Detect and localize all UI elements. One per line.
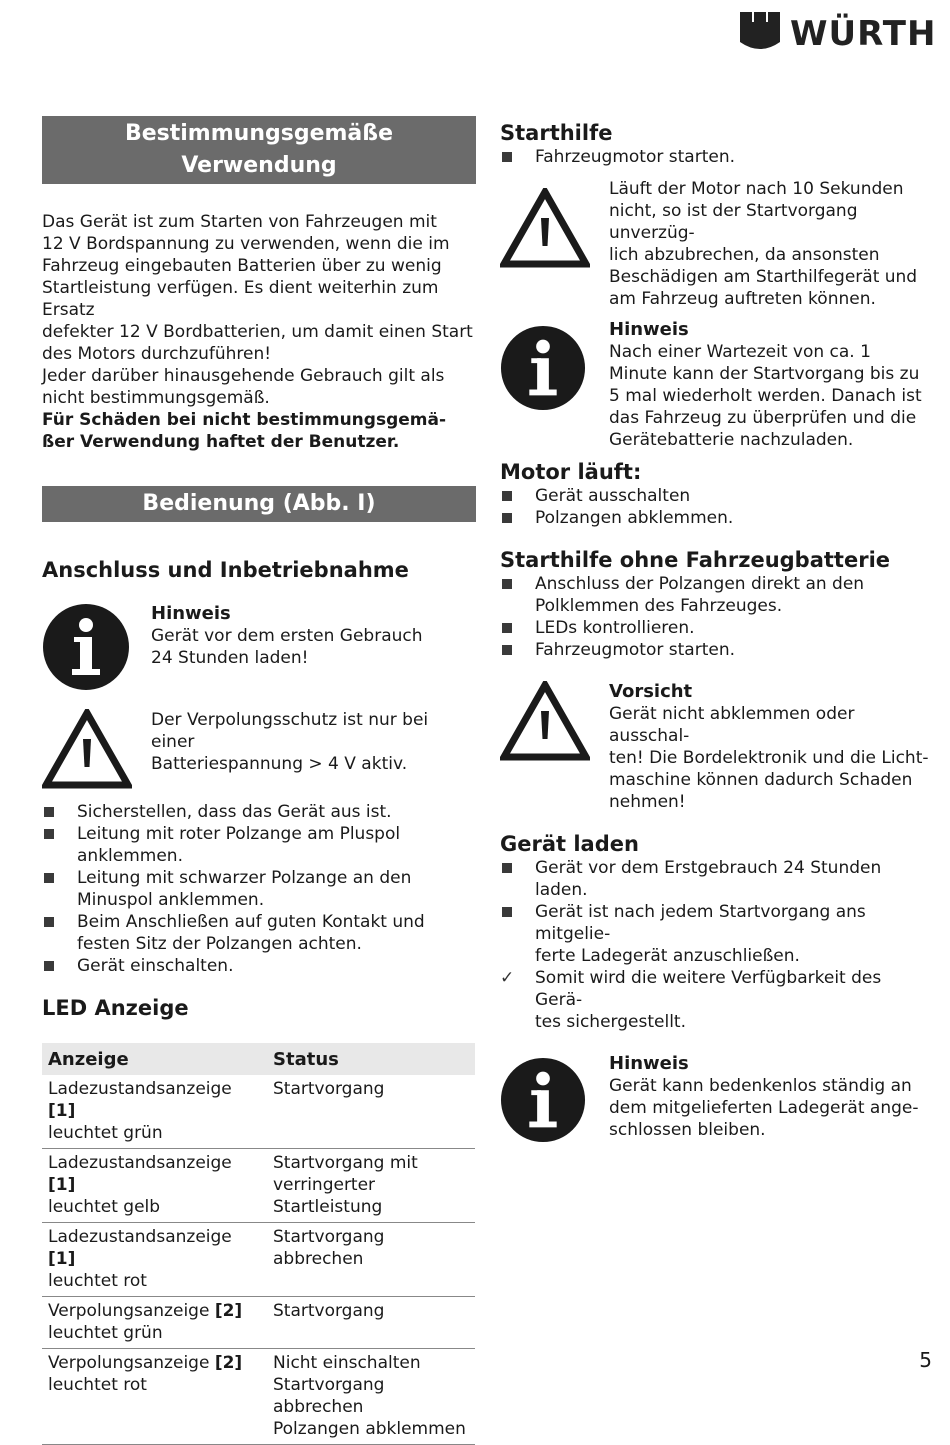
note-retry <box>500 319 930 451</box>
list-item: Leitung mit schwarzer Polzange an den Minuspol anklemmen. <box>42 867 476 911</box>
note-line: schlossen bleiben. <box>609 1120 766 1140</box>
bullet-square-icon <box>502 623 512 633</box>
warning-line: nicht, so ist der Startvorgang unverzüg- <box>609 201 858 243</box>
bullet-square-icon <box>44 807 54 817</box>
charging-steps <box>500 857 930 1033</box>
bullet-square-icon <box>44 873 54 883</box>
table-row: Ladezustandsanzeige [1] leuchtet grün Startvorgang <box>42 1075 475 1149</box>
warning-polarity <box>42 709 476 801</box>
column-header: Status <box>267 1043 475 1075</box>
intro-line: 12 V Bordspannung zu verwenden, wenn die im <box>42 234 450 254</box>
note-line: 24 Stunden laden! <box>151 648 309 668</box>
intro-line: nicht bestimmungsgemäß. <box>42 388 270 408</box>
liability-line: ßer Verwendung haftet der Benutzer. <box>42 432 400 452</box>
bullet-square-icon <box>502 491 512 501</box>
note-line: 5 mal wiederholt werden. Danach ist <box>609 386 922 406</box>
note-title: Hinweis <box>151 603 231 624</box>
info-icon <box>500 1057 586 1143</box>
section-title-charging: Gerät laden <box>500 832 639 856</box>
section-title-no-battery: Starthilfe ohne Fahrzeugbatterie <box>500 548 891 572</box>
note-line: Minute kann der Startvorgang bis zu <box>609 364 920 384</box>
list-item: Fahrzeugmotor starten. <box>500 146 930 168</box>
no-battery-steps <box>500 573 930 661</box>
note-line: das Fahrzeug zu überprüfen und die <box>609 408 917 428</box>
list-item: ✓ Somit wird die weitere Verfügbarkeit des Gerä- tes sichergestellt. <box>500 968 882 1032</box>
note-line: dem mitgelieferten Ladegerät ange- <box>609 1098 919 1118</box>
caution-title: Vorsicht <box>609 681 693 702</box>
section-title-jump-start: Starthilfe <box>500 121 613 145</box>
note-line: Gerätebatterie nachzuladen. <box>609 430 854 450</box>
warning-icon <box>500 188 590 268</box>
bullet-square-icon <box>502 152 512 162</box>
caution-line: nehmen! <box>609 792 686 812</box>
warning-line: Läuft der Motor nach 10 Sekunden <box>609 179 904 199</box>
liability-line: Für Schäden bei nicht bestimmungsgemä- <box>42 410 447 430</box>
caution-line: maschine können dadurch Schaden <box>609 770 913 790</box>
list-item: Gerät ist nach jedem Startvorgang ans mitgelie- ferte Ladegerät anzuschließen. <box>500 901 930 967</box>
list-item: Polzangen abklemmen. <box>500 507 930 529</box>
list-item: Gerät vor dem Erstgebrauch 24 Stunden laden. <box>500 857 930 901</box>
bullet-square-icon <box>44 961 54 971</box>
list-item: Beim Anschließen auf guten Kontakt und festen Sitz der Polzangen achten. <box>42 911 476 955</box>
subsection-title-connection: Anschluss und Inbetriebnahme <box>42 558 409 582</box>
table-row: Ladezustandsanzeige [1] leuchtet gelb Startvorgang mit verringerter Startleistung <box>42 1149 475 1223</box>
jump-start-steps <box>500 146 930 168</box>
section-title-motor-running: Motor läuft: <box>500 460 642 484</box>
page-number: 5 <box>919 1348 932 1372</box>
caution-disconnect <box>500 681 930 813</box>
warning-line: am Fahrzeug auftreten können. <box>609 289 876 309</box>
note-line: Gerät kann bedenkenlos ständig an <box>609 1076 912 1096</box>
wurth-logo-icon <box>740 12 780 54</box>
list-item: Leitung mit roter Polzange am Pluspol anklemmen. <box>42 823 476 867</box>
note-title: Hinweis <box>609 319 689 340</box>
note-permanent-charge <box>500 1053 930 1149</box>
list-item: Gerät ausschalten <box>500 485 930 507</box>
motor-running-steps <box>500 485 930 529</box>
list-item: LEDs kontrollieren. <box>500 617 930 639</box>
intro-line: Startleistung verfügen. Es dient weiterhin zum Ersatz <box>42 278 439 320</box>
warning-line: Batteriespannung > 4 V aktiv. <box>151 754 408 774</box>
column-header: Anzeige <box>42 1043 267 1075</box>
note-line: Gerät vor dem ersten Gebrauch <box>151 626 423 646</box>
led-table <box>42 1043 475 1445</box>
checkmark-icon: ✓ <box>500 968 515 988</box>
note-title: Hinweis <box>609 1053 689 1074</box>
warning-line: lich abzubrechen, da ansonsten <box>609 245 880 265</box>
intended-use-text <box>42 211 476 453</box>
table-row: Verpolungsanzeige [2] leuchtet rot Nicht einschalten Startvorgang abbrechen Polzangen abklemmen <box>42 1349 475 1445</box>
table-header-row <box>42 1043 475 1075</box>
bullet-square-icon <box>502 579 512 589</box>
warning-line: Der Verpolungsschutz ist nur bei einer <box>151 710 429 752</box>
list-item: Sicherstellen, dass das Gerät aus ist. <box>42 801 476 823</box>
intro-line: Das Gerät ist zum Starten von Fahrzeugen mit <box>42 212 437 232</box>
brand-name: WÜRTH <box>790 14 937 54</box>
bullet-square-icon <box>502 645 512 655</box>
intro-line: Fahrzeug eingebauten Batterien über zu wenig <box>42 256 442 276</box>
warning-icon <box>42 709 132 789</box>
bullet-square-icon <box>502 907 512 917</box>
caution-line: ten! Die Bordelektronik und die Licht- <box>609 748 929 768</box>
subsection-title-led: LED Anzeige <box>42 996 189 1020</box>
warning-motor-timeout <box>500 178 930 310</box>
section-title-intended-use: Bestimmungsgemäße Verwendung <box>42 116 476 184</box>
note-first-use <box>42 603 476 699</box>
intro-line: Jeder darüber hinausgehende Gebrauch gilt als <box>42 366 445 386</box>
info-icon <box>42 603 130 691</box>
bullet-square-icon <box>44 829 54 839</box>
warning-icon <box>500 681 590 761</box>
list-item: Fahrzeugmotor starten. <box>500 639 930 661</box>
connection-steps <box>42 801 476 977</box>
note-line: Nach einer Wartezeit von ca. 1 <box>609 342 871 362</box>
bullet-square-icon <box>502 863 512 873</box>
list-item: Anschluss der Polzangen direkt an den Polklemmen des Fahrzeuges. <box>500 573 930 617</box>
section-title-operation: Bedienung (Abb. I) <box>42 486 476 522</box>
bullet-square-icon <box>502 513 512 523</box>
list-item: Gerät einschalten. <box>42 955 476 977</box>
bullet-square-icon <box>44 917 54 927</box>
wurth-logo <box>740 12 935 56</box>
right-column <box>500 120 930 1149</box>
intro-line: defekter 12 V Bordbatterien, um damit einen Start <box>42 322 473 342</box>
intro-line: des Motors durchzuführen! <box>42 344 272 364</box>
warning-line: Beschädigen am Starthilfegerät und <box>609 267 918 287</box>
table-row: Ladezustandsanzeige [1] leuchtet rot Startvorgang abbrechen <box>42 1223 475 1297</box>
caution-line: Gerät nicht abklemmen oder ausschal- <box>609 704 855 746</box>
table-row: Verpolungsanzeige [2] leuchtet grün Startvorgang <box>42 1297 475 1349</box>
left-column <box>42 116 476 1445</box>
info-icon <box>500 325 586 411</box>
